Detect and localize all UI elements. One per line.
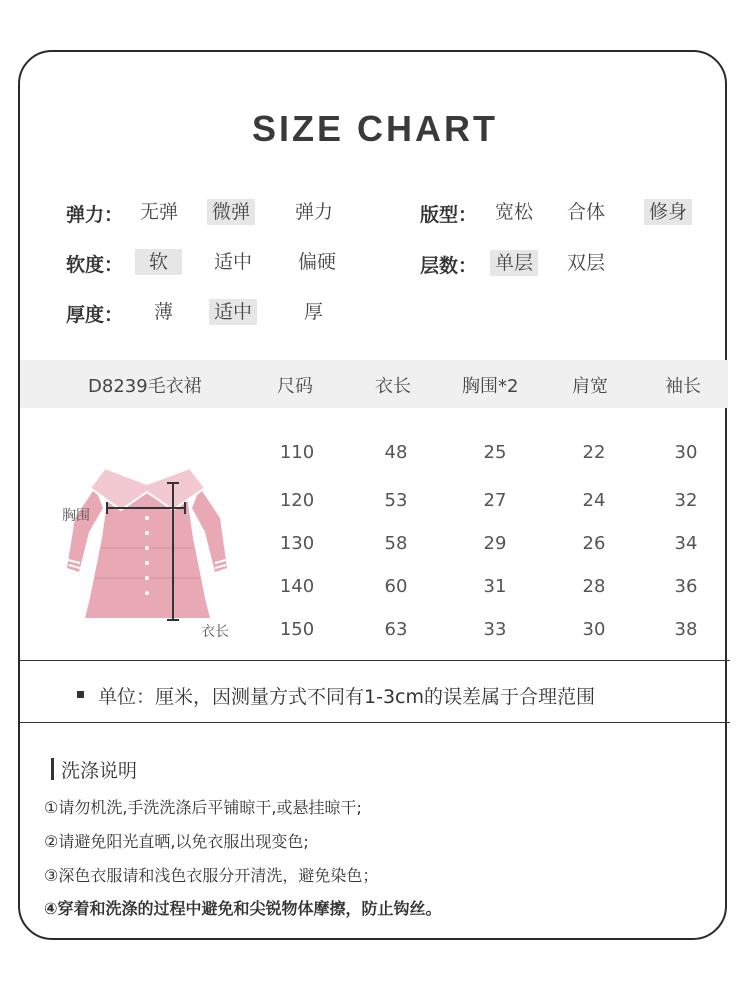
header-shoulder: 肩宽 <box>572 376 608 397</box>
thickness-option: 薄 <box>154 301 174 323</box>
table-cell: 25 <box>483 442 507 463</box>
table-cell: 30 <box>582 619 606 640</box>
bullet <box>77 691 84 698</box>
table-cell: 27 <box>483 490 507 511</box>
fit-option: 合体 <box>567 201 606 223</box>
layers-option: 双层 <box>567 252 606 274</box>
thickness-option-selected: 适中 <box>209 299 257 325</box>
layers-label: 层数： <box>420 255 478 277</box>
table-cell: 63 <box>384 619 408 640</box>
section-marker <box>51 758 54 780</box>
table-cell: 140 <box>279 576 315 597</box>
washing-item: ③深色衣服请和浅色衣服分开清洗，避免染色； <box>44 866 379 885</box>
fit-option: 宽松 <box>495 201 534 223</box>
header-product: D8239毛衣裙 <box>88 376 202 397</box>
header-chest: 胸围*2 <box>462 376 519 397</box>
page-title: SIZE CHART <box>252 108 498 149</box>
length-label: 衣长 <box>201 624 229 640</box>
fit-option-selected: 修身 <box>644 199 692 225</box>
table-cell: 34 <box>674 533 698 554</box>
table-cell: 29 <box>483 533 507 554</box>
table-cell: 110 <box>279 442 315 463</box>
unit-note: 单位：厘米，因测量方式不同有1-3cm的误差属于合理范围 <box>98 686 595 708</box>
table-cell: 32 <box>674 490 698 511</box>
table-cell: 58 <box>384 533 408 554</box>
header-size: 尺码 <box>277 376 313 397</box>
washing-item: ②请避免阳光直晒,以免衣服出现变色; <box>44 832 309 851</box>
table-cell: 120 <box>279 490 315 511</box>
table-cell: 48 <box>384 442 408 463</box>
elasticity-label: 弹力： <box>66 204 124 226</box>
table-cell: 24 <box>582 490 606 511</box>
table-cell: 31 <box>483 576 507 597</box>
thickness-option: 厚 <box>304 301 324 323</box>
elasticity-option-selected: 微弹 <box>207 199 255 225</box>
divider <box>18 660 730 661</box>
table-cell: 38 <box>674 619 698 640</box>
table-cell: 22 <box>582 442 606 463</box>
washing-item: ④穿着和洗涤的过程中避免和尖锐物体摩擦，防止钩丝。 <box>44 899 442 918</box>
softness-label: 软度： <box>66 254 124 276</box>
table-cell: 60 <box>384 576 408 597</box>
divider <box>18 722 730 723</box>
washing-item: ①请勿机洗,手洗洗涤后平铺晾干,或悬挂晾干; <box>44 798 362 817</box>
table-cell: 53 <box>384 490 408 511</box>
washing-title: 洗涤说明 <box>61 760 138 782</box>
elasticity-option: 弹力 <box>295 201 334 223</box>
header-length: 衣长 <box>375 376 411 397</box>
softness-option: 偏硬 <box>298 251 337 273</box>
table-cell: 36 <box>674 576 698 597</box>
dress-illustration <box>55 448 240 648</box>
header-sleeve: 袖长 <box>665 376 701 397</box>
table-cell: 28 <box>582 576 606 597</box>
thickness-label: 厚度： <box>66 304 124 326</box>
table-cell: 26 <box>582 533 606 554</box>
chest-label: 胸围 <box>62 508 90 524</box>
layers-option-selected: 单层 <box>490 250 538 276</box>
table-cell: 130 <box>279 533 315 554</box>
table-cell: 33 <box>483 619 507 640</box>
fit-label: 版型： <box>420 204 478 226</box>
elasticity-option: 无弹 <box>140 201 179 223</box>
softness-option: 适中 <box>214 251 253 273</box>
softness-option-selected: 软 <box>135 249 182 275</box>
table-cell: 150 <box>279 619 315 640</box>
table-cell: 30 <box>674 442 698 463</box>
